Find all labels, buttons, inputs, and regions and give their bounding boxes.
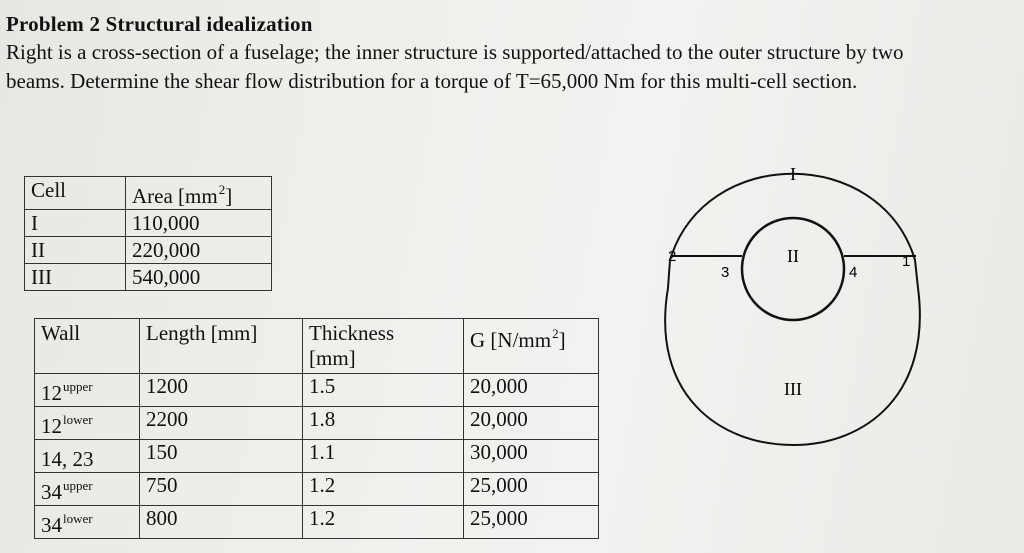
header-g-sup: 2 <box>552 326 559 341</box>
wall-thickness: 1.2 <box>303 506 464 539</box>
header-area-end: ] <box>225 184 233 208</box>
wall-id-sup: lower <box>63 412 93 427</box>
table-row <box>35 407 599 440</box>
header-area-sup: 2 <box>218 182 226 197</box>
problem-title: Problem 2 Structural idealization <box>6 12 313 36</box>
node-label-4: 4 <box>849 264 858 281</box>
wall-thickness: 1.1 <box>303 440 464 473</box>
wall-thickness: 1.8 <box>303 407 464 440</box>
header-length: Length [mm] <box>140 319 303 374</box>
inner-cell-circle <box>742 218 844 320</box>
wall-properties-table <box>34 318 599 539</box>
wall-id <box>35 440 140 473</box>
wall-id <box>35 374 140 407</box>
node-label-1: 1 <box>902 253 911 270</box>
wall-id-main: 34 <box>41 513 62 537</box>
wall-id-sup: upper <box>63 379 93 394</box>
cell-label-i: I <box>790 164 796 184</box>
table-header-row <box>25 177 272 210</box>
table-row <box>25 237 272 264</box>
wall-id-sup: lower <box>63 511 93 526</box>
wall-length: 800 <box>140 506 303 539</box>
header-thickness-line2: [mm] <box>309 346 356 370</box>
header-g-text: G [N/mm <box>470 328 552 352</box>
table-row <box>25 210 272 237</box>
wall-shear-modulus: 20,000 <box>464 407 599 440</box>
wall-id-main: 12 <box>41 414 62 438</box>
cell-label-ii: II <box>787 246 799 266</box>
wall-shear-modulus: 25,000 <box>464 473 599 506</box>
wall-id-sup: upper <box>63 478 93 493</box>
table-header-row <box>35 319 599 374</box>
header-cell: Cell <box>25 177 126 210</box>
cell-id: II <box>25 237 126 264</box>
cell-area-table <box>24 176 272 291</box>
cell-id: III <box>25 264 126 291</box>
node-label-2: 2 <box>668 248 677 265</box>
wall-id-main: 12 <box>41 381 62 405</box>
header-area-text: Area [mm <box>132 184 218 208</box>
wall-length: 2200 <box>140 407 303 440</box>
table-row <box>25 264 272 291</box>
outer-skin <box>665 174 920 445</box>
table-row <box>35 473 599 506</box>
wall-id <box>35 407 140 440</box>
header-shear-modulus <box>464 319 599 374</box>
wall-id <box>35 506 140 539</box>
wall-id <box>35 473 140 506</box>
cell-area: 220,000 <box>126 237 272 264</box>
table-row <box>35 506 599 539</box>
header-area <box>126 177 272 210</box>
node-label-3: 3 <box>721 264 730 281</box>
wall-id-main: 34 <box>41 480 62 504</box>
table-row <box>35 374 599 407</box>
wall-id-main: 14, 23 <box>41 447 94 471</box>
wall-length: 150 <box>140 440 303 473</box>
header-g-end: ] <box>558 328 566 352</box>
header-wall: Wall <box>35 319 140 374</box>
cell-area: 540,000 <box>126 264 272 291</box>
wall-thickness: 1.5 <box>303 374 464 407</box>
header-thickness-line1: Thickness <box>309 321 395 345</box>
problem-description: Right is a cross-section of a fuselage; the inner structure is supported/attached to the outer structure by two beams. Determine the shear flow distribution for a torque of T=65,000 Nm for this multi-cell section. <box>6 40 904 93</box>
header-thickness <box>303 319 464 374</box>
fuselage-cross-section-diagram <box>650 140 930 460</box>
cell-id: I <box>25 210 126 237</box>
table-row <box>35 440 599 473</box>
wall-shear-modulus: 20,000 <box>464 374 599 407</box>
wall-length: 1200 <box>140 374 303 407</box>
wall-shear-modulus: 30,000 <box>464 440 599 473</box>
wall-shear-modulus: 25,000 <box>464 506 599 539</box>
wall-length: 750 <box>140 473 303 506</box>
cell-area: 110,000 <box>126 210 272 237</box>
wall-thickness: 1.2 <box>303 473 464 506</box>
cell-label-iii: III <box>784 379 802 399</box>
